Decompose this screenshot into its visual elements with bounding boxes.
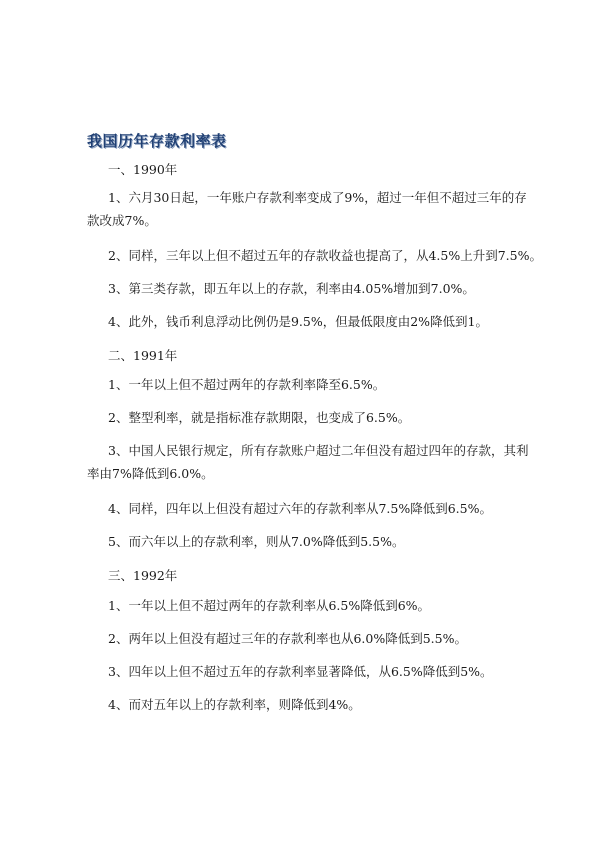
paragraph-line: 1、一年以上但不超过两年的存款利率降至6.5%。 bbox=[108, 377, 386, 392]
list-item bbox=[108, 660, 518, 683]
list-item bbox=[108, 497, 518, 520]
paragraph-line: 5、而六年以上的存款利率，则从7.0%降低到5.5%。 bbox=[108, 534, 405, 549]
list-item bbox=[108, 627, 518, 650]
list-item bbox=[108, 277, 518, 300]
page-title: 我国历年存款利率表 bbox=[87, 132, 227, 150]
paragraph-line: 4、此外，钱币利息浮动比例仍是9.5%，但最低限度由2%降低到1。 bbox=[108, 314, 488, 329]
list-item bbox=[87, 186, 527, 232]
list-item bbox=[108, 406, 518, 429]
section-heading-1992: 三、1992年 bbox=[108, 568, 178, 583]
paragraph-line-continued: 款改成7%。 bbox=[87, 213, 157, 228]
list-item bbox=[108, 373, 518, 396]
section-heading-1990: 一、1990年 bbox=[108, 162, 178, 177]
list-item bbox=[108, 244, 542, 267]
paragraph-line-continued: 率由7%降低到6.0%。 bbox=[87, 466, 214, 481]
list-item bbox=[108, 310, 518, 333]
list-item bbox=[108, 594, 518, 617]
section-heading-1991: 二、1991年 bbox=[108, 348, 178, 363]
paragraph-line: 4、同样，四年以上但没有超过六年的存款利率从7.5%降低到6.5%。 bbox=[108, 501, 492, 516]
paragraph-line: 2、两年以上但没有超过三年的存款利率也从6.0%降低到5.5%。 bbox=[108, 631, 467, 646]
paragraph-line: 1、一年以上但不超过两年的存款利率从6.5%降低到6%。 bbox=[108, 598, 431, 613]
paragraph-line: 1、六月30日起，一年账户存款利率变成了9%，超过一年但不超过三年的存 bbox=[108, 190, 527, 205]
paragraph-line: 3、四年以上但不超过五年的存款利率显著降低，从6.5%降低到5%。 bbox=[108, 664, 493, 679]
list-item bbox=[108, 530, 518, 553]
list-item bbox=[87, 439, 529, 485]
paragraph-line: 3、中国人民银行规定，所有存款账户超过二年但没有超过四年的存款，其利 bbox=[108, 443, 529, 458]
paragraph-line: 2、同样，三年以上但不超过五年的存款收益也提高了，从4.5%上升到7.5%。 bbox=[108, 248, 542, 263]
paragraph-line: 3、第三类存款，即五年以上的存款，利率由4.05%增加到7.0%。 bbox=[108, 281, 475, 296]
list-item bbox=[108, 693, 518, 716]
paragraph-line: 4、而对五年以上的存款利率，则降低到4%。 bbox=[108, 697, 361, 712]
paragraph-line: 2、整型利率，就是指标准存款期限，也变成了6.5%。 bbox=[108, 410, 411, 425]
